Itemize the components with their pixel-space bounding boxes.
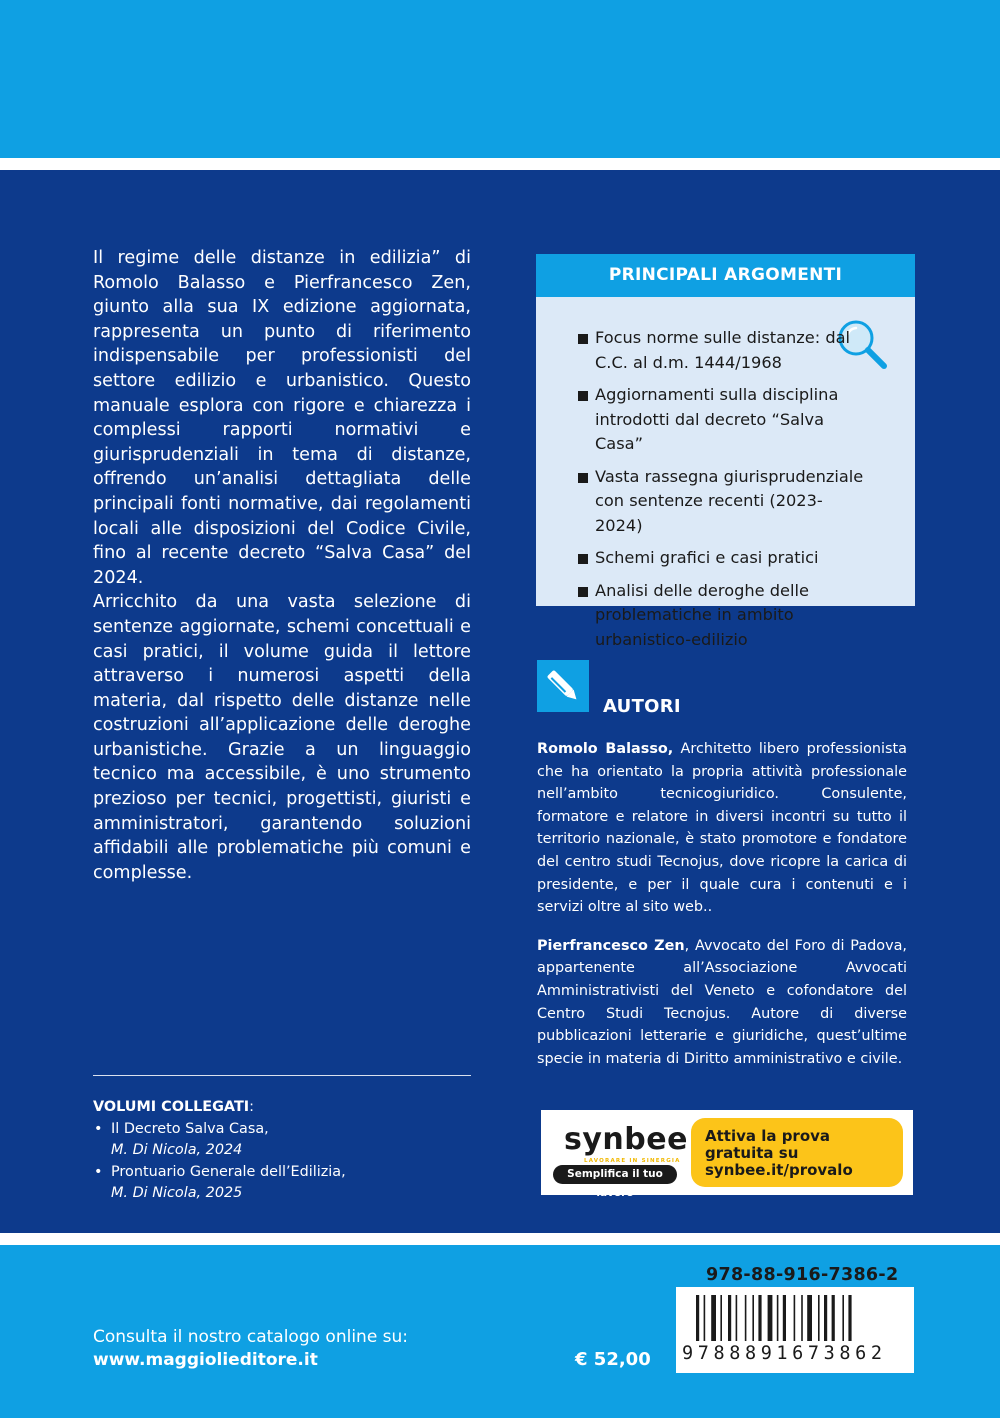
- topic-text: Vasta rassegna giurisprudenziale con sentenze recenti (2023-2024): [595, 466, 864, 535]
- authors-bios: [537, 738, 907, 1086]
- barcode-bar: [783, 1295, 786, 1341]
- barcode-digits: 9788891673862: [682, 1343, 887, 1364]
- volume-title: Il Decreto Salva Casa,: [111, 1120, 269, 1137]
- author-bio: [537, 738, 907, 919]
- barcode-bar: [752, 1295, 754, 1341]
- barcode-bar: [758, 1295, 761, 1341]
- synbee-ad[interactable]: [541, 1110, 913, 1199]
- synbee-offer[interactable]: [691, 1118, 903, 1187]
- publisher-url[interactable]: www.maggiolieditore.it: [93, 1350, 318, 1370]
- main-topics-title: PRINCIPALI ARGOMENTI: [536, 254, 915, 297]
- offer-line: Attiva la prova: [705, 1127, 831, 1145]
- author-name: Pierfrancesco Zen: [537, 937, 685, 954]
- catalog-info: [93, 1326, 408, 1372]
- barcode-bar: [736, 1295, 738, 1341]
- barcode-bar: [794, 1295, 796, 1341]
- barcode-bar: [711, 1295, 716, 1341]
- synbee-offer-text: [705, 1128, 853, 1179]
- author-bio: [537, 935, 907, 1071]
- price: € 52,00: [575, 1349, 651, 1370]
- authors-title: AUTORI: [603, 696, 681, 717]
- barcode-bar: [842, 1295, 844, 1341]
- list-item: [578, 546, 868, 571]
- square-bullet-icon: [578, 587, 588, 597]
- offer-line: gratuita su: [705, 1144, 799, 1162]
- author-text: , Avvocato del Foro di Padova, appartenente all’Associazione Avvocati Amministrativisti del Veneto e cofondatore del Centro Studi Tecnojus. Autore di diverse pubblicazioni letterarie e giuridiche, quest’ultime specie in materia di Diritto amministrativo e civile.: [537, 937, 907, 1067]
- bullet-icon: •: [94, 1120, 103, 1137]
- main-topics-list: [578, 326, 868, 660]
- volume-title: Prontuario Generale dell’Edilizia,: [111, 1163, 346, 1180]
- volume-author: M. Di Nicola, 2024: [111, 1142, 243, 1158]
- related-volumes-list: [93, 1119, 473, 1205]
- related-volumes-title: VOLUMI COLLEGATI: [93, 1099, 250, 1115]
- list-item: [578, 579, 868, 653]
- barcode-bar: [768, 1295, 773, 1341]
- section-divider: [93, 1075, 471, 1076]
- synbee-tagline: LAVORARE IN SINERGIA: [584, 1158, 681, 1164]
- book-description: [93, 246, 471, 885]
- topic-text: Schemi grafici e casi pratici: [595, 548, 819, 567]
- author-text: Architetto libero professionista che ha orientato la propria attività professionale nell’ambito tecnicogiuridico. Consulente, formatore e relatore in diversi incontri su tutto il territorio nazionale, è stato promotore e fondatore del centro studi Tecnojus, dove ricopre la carica di presidente, e per il quale cura i contenuti e i servizi oltre al sito web..: [537, 741, 907, 916]
- barcode: [676, 1287, 914, 1373]
- description-paragraph: Arricchito da una vasta selezione di sentenze aggiornate, schemi concettuali e casi pratici, il volume guida il lettore attraverso i numerosi aspetti della materia, dal rispetto delle distanze nelle costruzioni all’applicazione delle deroghe urbanistiche. Grazie a un linguaggio tecnico ma accessibile, è uno strumento prezioso per tecnici, progettisti, giuristi e amministratori, garantendo soluzioni affidabili alle problematiche più comuni e complesse.: [93, 592, 471, 883]
- related-volumes: [93, 1097, 473, 1205]
- barcode-bar: [818, 1295, 820, 1341]
- barcode-bar: [777, 1295, 779, 1341]
- list-item: [578, 465, 868, 539]
- catalog-text: Consulta il nostro catalogo online su:: [93, 1327, 409, 1347]
- barcode-bar: [720, 1295, 722, 1341]
- barcode-bar: [728, 1295, 731, 1341]
- description-paragraph: Il regime delle distanze in edilizia” di Romolo Balasso e Pierfrancesco Zen, giunto alla sua IX edizione aggiornata, rappresenta un punto di riferimento indispensabile per professionisti del settore edilizio e urbanistico. Questo manuale esplora con rigore e chiarezza i complessi rapporti normativi e giurisprudenziali in tema di distanze, offrendo un’analisi dettagliata delle principali fonti normative, dai regolamenti locali alle disposizioni del Codice Civile, fino al recente decreto “Salva Casa” del 2024.: [93, 248, 471, 588]
- volume-author: M. Di Nicola, 2025: [111, 1185, 243, 1201]
- square-bullet-icon: [578, 391, 588, 401]
- synbee-pill: Semplifica il tuo lavoro: [553, 1165, 677, 1184]
- barcode-bar: [745, 1295, 747, 1341]
- barcode-bar: [801, 1295, 803, 1341]
- square-bullet-icon: [578, 554, 588, 564]
- list-item: [578, 383, 868, 457]
- list-item: [578, 326, 868, 375]
- top-color-band: [0, 0, 1000, 158]
- barcode-bar: [807, 1295, 812, 1341]
- bullet-icon: •: [94, 1163, 103, 1180]
- list-item: [93, 1162, 473, 1205]
- divider-stripe: [0, 158, 1000, 170]
- topic-text: Focus norme sulle distanze: dal C.C. al d.m. 1444/1968: [595, 328, 851, 372]
- barcode-bar: [824, 1295, 827, 1341]
- related-volumes-colon: :: [249, 1099, 254, 1115]
- divider-stripe: [0, 1233, 1000, 1245]
- offer-line: synbee.it/provalo: [705, 1161, 853, 1179]
- barcode-bar: [704, 1295, 706, 1341]
- topic-text: Aggiornamenti sulla disciplina introdotti dal decreto “Salva Casa”: [595, 385, 839, 453]
- synbee-logo: synbee: [564, 1122, 688, 1157]
- barcode-bar: [696, 1295, 699, 1341]
- barcode-bar: [848, 1295, 851, 1341]
- barcode-bar: [832, 1295, 835, 1341]
- list-item: [93, 1119, 473, 1162]
- main-topics-box: [536, 254, 915, 649]
- isbn: 978-88-916-7386-2: [706, 1265, 899, 1285]
- square-bullet-icon: [578, 334, 588, 344]
- square-bullet-icon: [578, 473, 588, 483]
- topic-text: Analisi delle deroghe delle problematiche in ambito urbanistico-edilizio: [595, 580, 809, 649]
- author-name: Romolo Balasso,: [537, 741, 674, 757]
- pen-icon: [537, 660, 589, 712]
